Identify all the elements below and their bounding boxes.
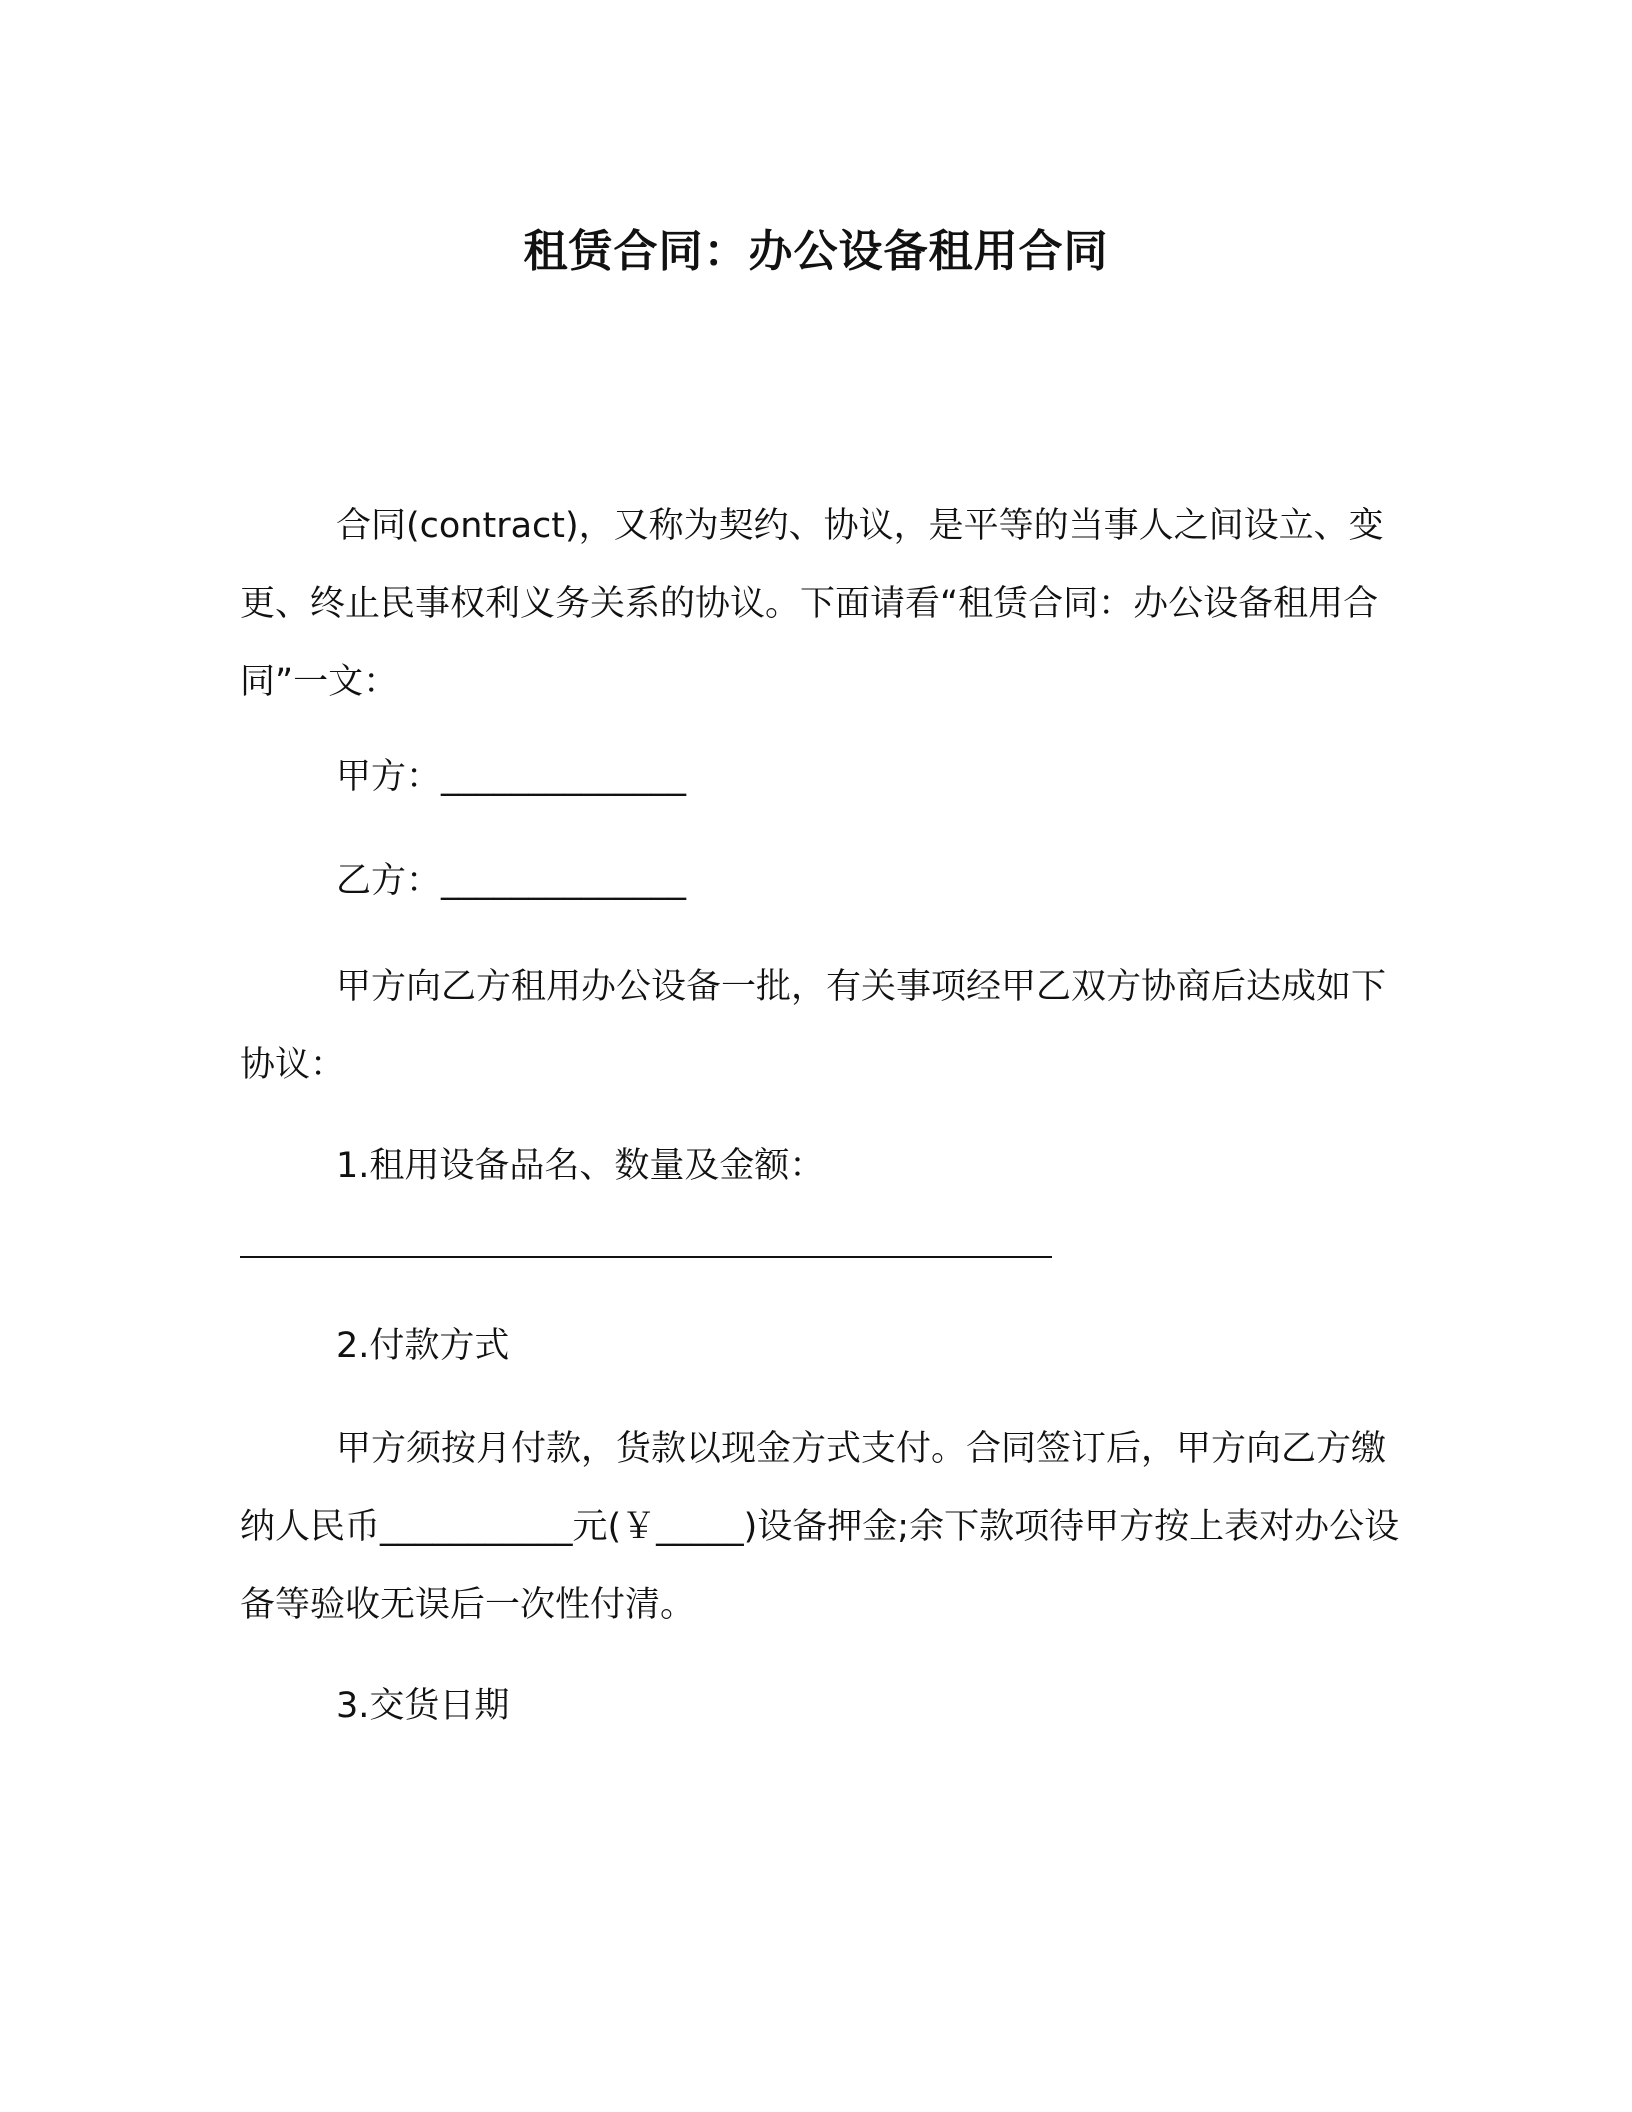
section-1-heading: 1.租用设备品名、数量及金额： <box>336 1146 825 1186</box>
agreement-paragraph: 甲方向乙方租用办公设备一批，有关事项经甲乙双方协商后达成如下协议： <box>240 967 1387 1085</box>
document-title: 租赁合同：办公设备租用合同 <box>523 226 1109 277</box>
party-b-line: 乙方：______________ <box>336 861 687 901</box>
section-2-heading: 2.付款方式 <box>336 1326 510 1366</box>
intro-paragraph: 合同(contract)，又称为契约、协议，是平等的当事人之间设立、变更、终止民事权利义务关系的协议。下面请看“租赁合同：办公设备租用合同”一文： <box>240 506 1384 702</box>
section-3-heading: 3.交货日期 <box>336 1686 510 1726</box>
party-a-line: 甲方：______________ <box>336 757 687 797</box>
section-2-body: 甲方须按月付款，货款以现金方式支付。合同签订后，甲方向乙方缴纳人民币___________元(￥_____)设备押金;余下款项待甲方按上表对办公设备等验收无误后一次性付清。 <box>240 1429 1400 1625</box>
equipment-blank-line <box>240 1256 1052 1258</box>
